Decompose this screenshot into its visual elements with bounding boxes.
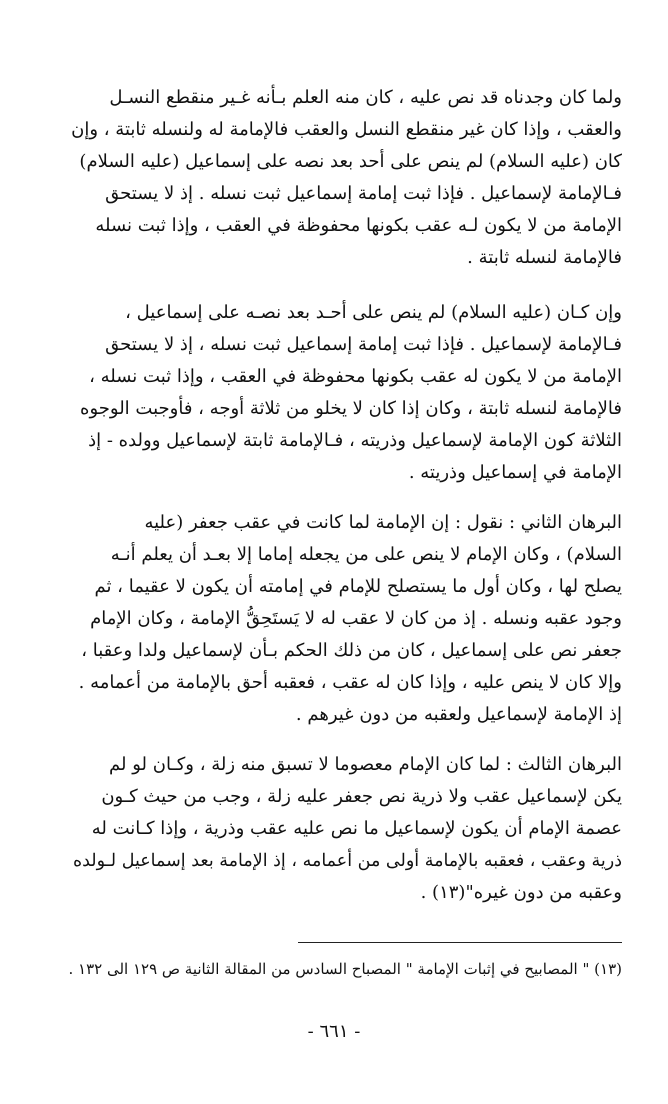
text-line: فالإمامة لنسله ثابتة ، وكان إذا كان لا يخلو من ثلاثة أوجه ، فأوجبت الوجوه: [80, 398, 622, 419]
footnote: (١٣) " المصابيح في إثبات الإمامة " المصباح السادس من المقالة الثانية ص ١٢٩ الى ١٣٢ .: [68, 960, 622, 978]
text-line: الإمامة من لا يكون لـه عقب بكونها محفوظة في العقب ، وإذا ثبت نسله: [95, 215, 622, 236]
text-line: ولما كان وجدناه قد نص عليه ، كان منه العلم بـأنه غـير منقطع النسـل: [109, 87, 622, 108]
text-line: وإن كـان (عليه السلام) لم ينص على أحـد بعد نصـه على إسماعيل ،: [125, 302, 622, 323]
text-line: كان (عليه السلام) لم ينص على أحد بعد نصه على إسماعيل (عليه السلام): [79, 151, 622, 172]
text-line: وعقبه من دون غيره"(١٣) .: [420, 882, 622, 903]
paragraph-4-third-proof: [70, 749, 622, 909]
text-line: يصلح لها ، وكان أول ما يستصلح للإمام في إمامته أن يكون لا عقيما ، ثم: [94, 576, 622, 597]
text-line: البرهان الثاني : نقول : إن الإمامة لما كانت في عقب جعفر (عليه: [144, 512, 622, 533]
paragraph-2: [70, 297, 622, 489]
text-line: الثلاثة كون الإمامة لإسماعيل وذريته ، فـالإمامة ثابتة لإسماعيل وولده - إذ: [88, 430, 622, 451]
text-line: وإلا كان لا ينص عليه ، وإذا كان له عقب ، فعقبه أحق بالإمامة من أعمامه .: [78, 672, 622, 693]
text-line: والعقب ، وإذا كان غير منقطع النسل والعقب فالإمامة له ولنسله ثابتة ، وإن: [71, 119, 622, 140]
text-line: الإمامة في إسماعيل وذريته .: [408, 462, 622, 483]
text-line: فـالإمامة لإسماعيل . فإذا ثبت إمامة إسماعيل ثبت نسله ، إذ لا يستحق: [105, 334, 622, 355]
text-line: السلام) ، وكان الإمام لا ينص على من يجعله إماما إلا بعـد أن يعلم أنـه: [110, 544, 622, 565]
text-line: يكن لإسماعيل عقب ولا ذرية نص جعفر عليه زلة ، وجب من حيث كـون: [101, 786, 622, 807]
text-line: إذ الإمامة لإسماعيل ولعقبه من دون غيرهم .: [295, 704, 622, 725]
text-line: فالإمامة لنسله ثابتة .: [467, 247, 622, 268]
text-line: البرهان الثالث : لما كان الإمام معصوما لا تسبق منه زلة ، وكـان لو لم: [109, 754, 622, 775]
paragraph-3-second-proof: [70, 507, 622, 731]
text-line: وجود عقبه ونسله . إذ من كان لا عقب له لا يَستَحِقُّ الإمامة ، وكان الإمام: [90, 608, 622, 629]
text-line: ذرية وعقب ، فعقبه بالإمامة أولى من أعمامه ، إذ الإمامة بعد إسماعيل لـولده: [72, 851, 622, 871]
footnote-separator: [298, 942, 622, 943]
text-line: جعفر نص على إسماعيل ، كان من ذلك الحكم بـأن لإسماعيل ولدا وعقبا ،: [81, 640, 622, 661]
paragraph-1: [70, 82, 622, 274]
text-line: عصمة الإمام أن يكون لإسماعيل ما نص عليه عقب وذرية ، وإذا كـانت له: [91, 818, 622, 839]
text-line: فـالإمامة لإسماعيل . فإذا ثبت إمامة إسماعيل ثبت نسله . إذ لا يستحق: [105, 183, 622, 204]
page-number: - ٦٦١ -: [307, 1021, 361, 1042]
text-line: الإمامة من لا يكون له عقب بكونها محفوظة في العقب ، وإذا ثبت نسله ،: [89, 366, 622, 387]
